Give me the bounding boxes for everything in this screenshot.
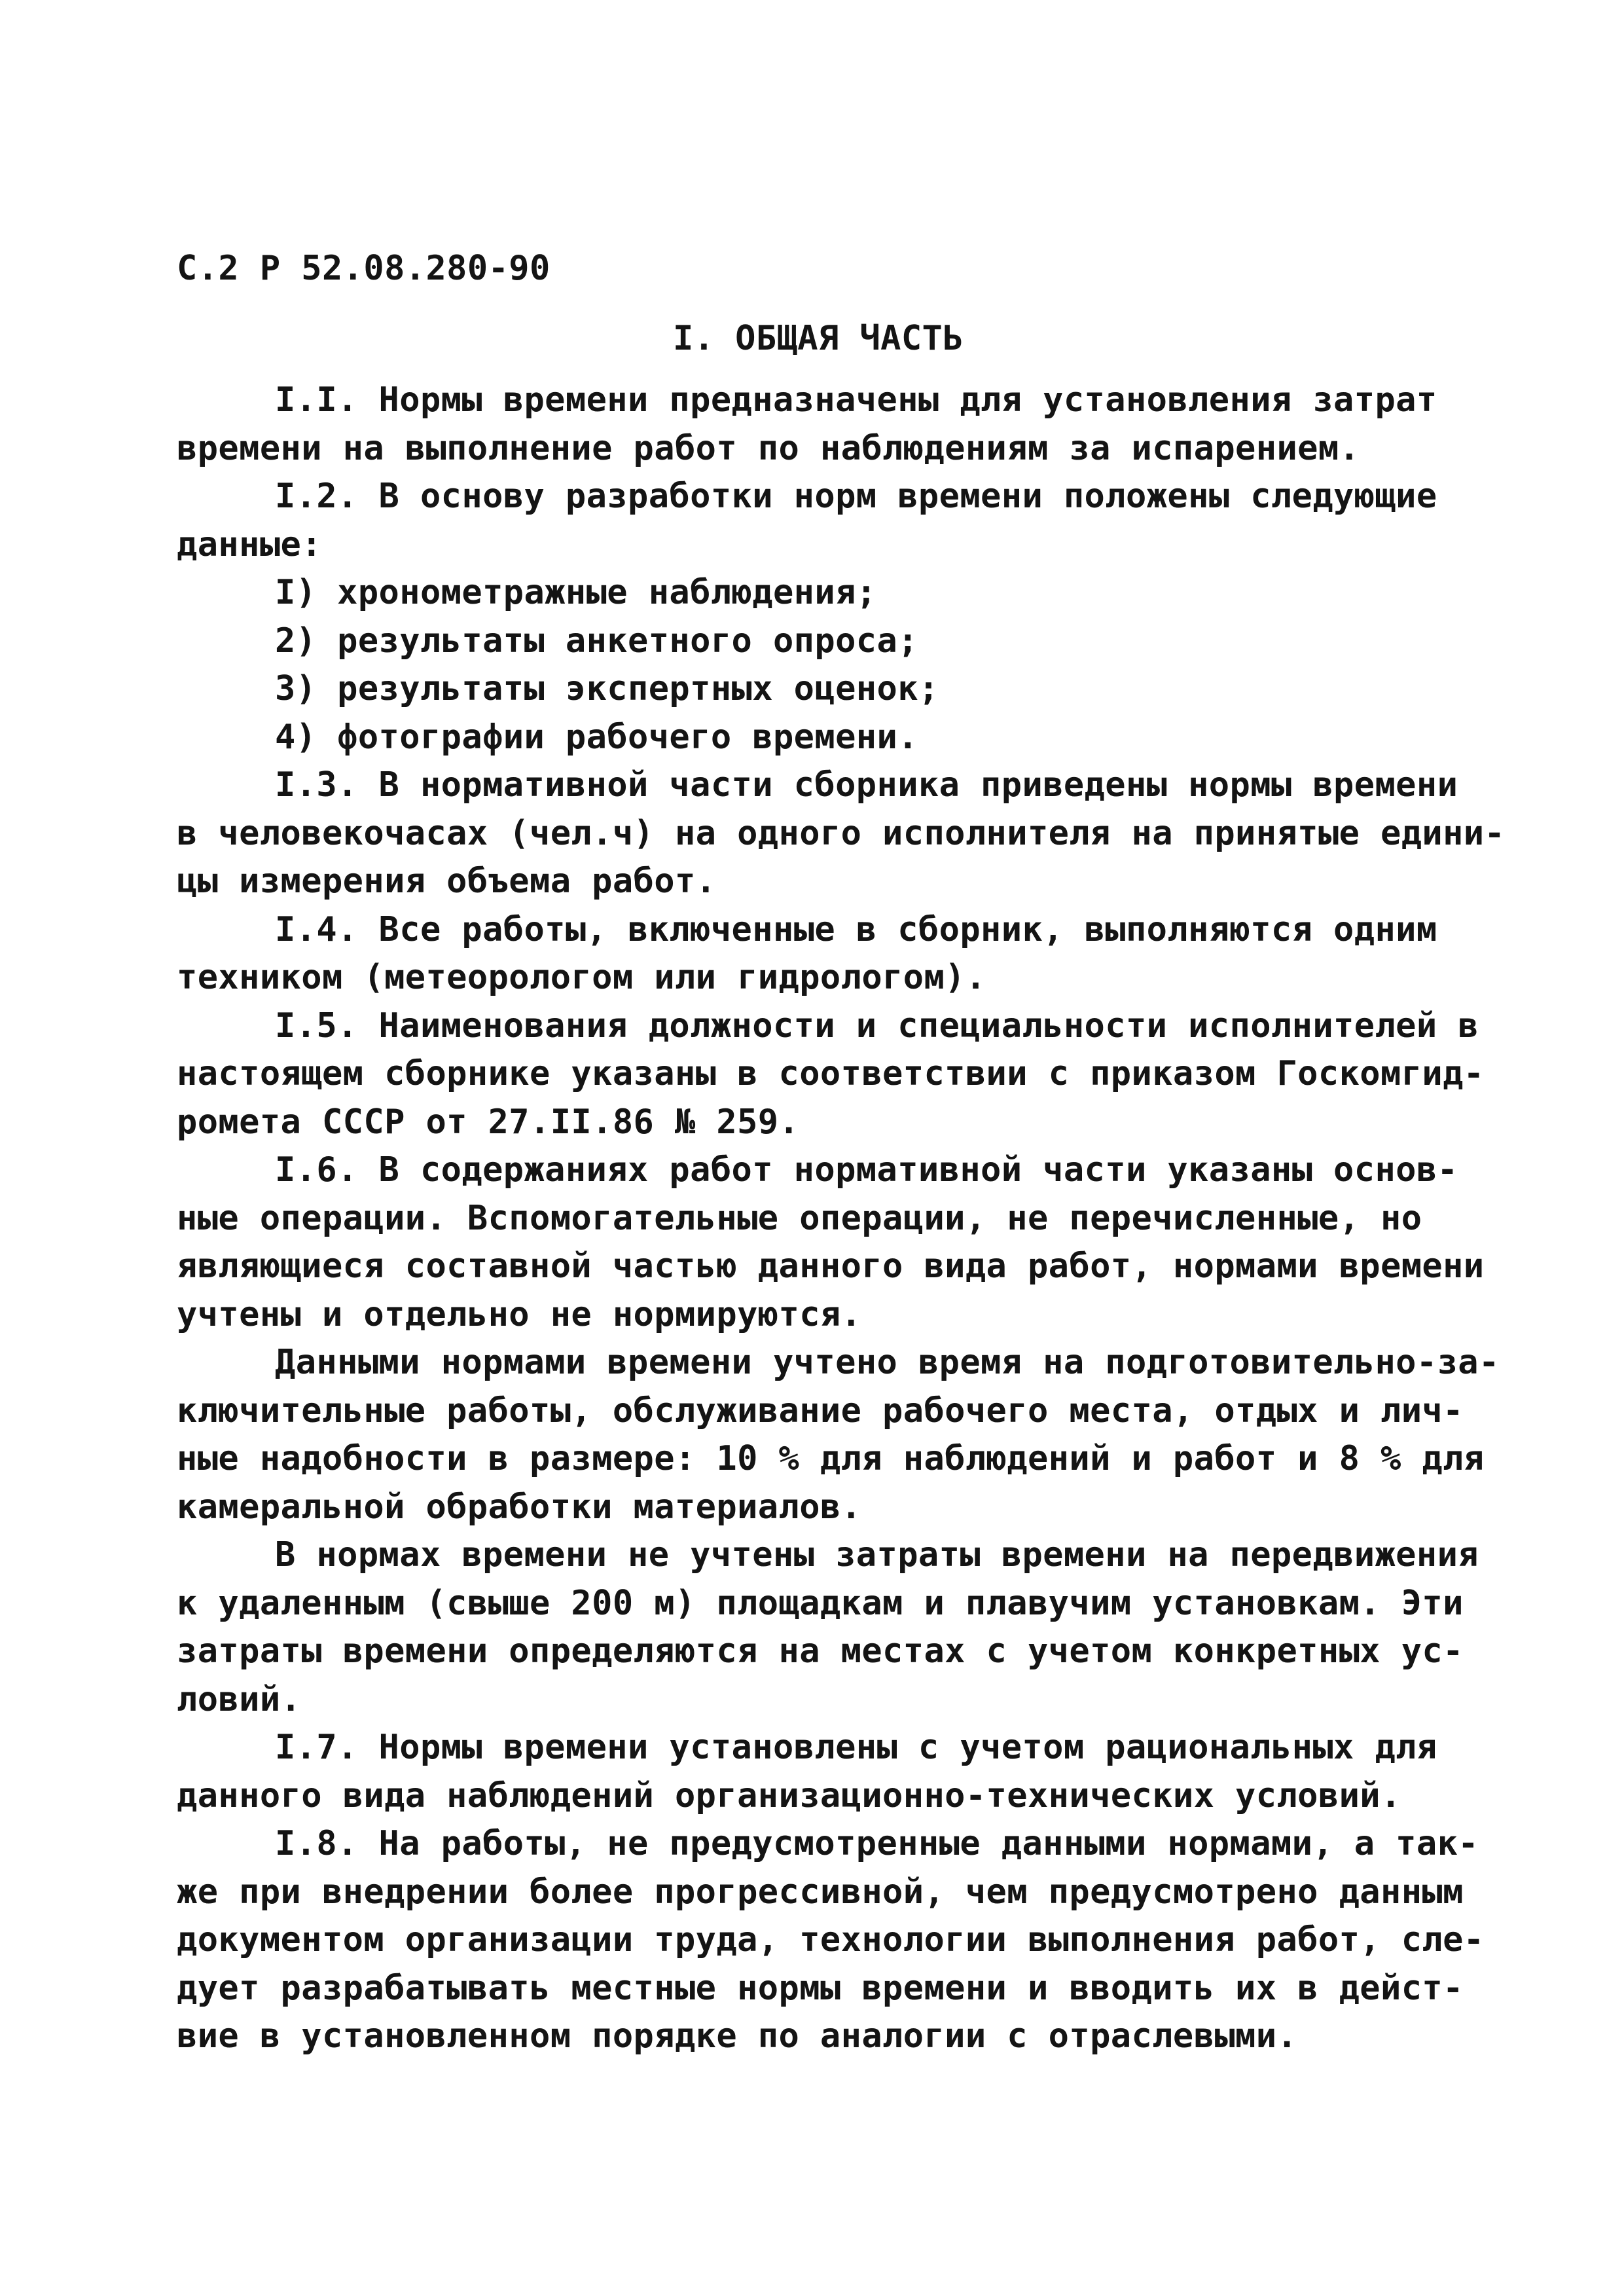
paragraph-1-3 [177, 761, 1506, 906]
text-line: I.3. В нормативной части сборника приведены нормы времени [275, 765, 1458, 805]
paragraph-time-allowance [177, 1339, 1500, 1531]
text-line: I.4. Все работы, включенные в сборник, выполняются одним [275, 909, 1437, 949]
text-line: настоящем сборнике указаны в соответствии с приказом Госкомгид- [177, 1054, 1485, 1093]
text-line: документом организации труда, технологии выполнения работ, сле- [177, 1920, 1485, 1959]
document-page [177, 236, 1506, 2061]
text-line: I.5. Наименования должности и специальности исполнителей в [275, 1006, 1479, 1046]
paragraph-1-2 [177, 473, 1437, 569]
text-line: ловий. [177, 1679, 302, 1719]
paragraph-1-8 [177, 1820, 1485, 2061]
list-item: 3) результаты экспертных оценок; [275, 669, 939, 708]
page-header: С.2 Р 52.08.280-90 [177, 249, 550, 288]
text-line: I.6. В содержаниях работ нормативной части указаны основ- [275, 1150, 1458, 1190]
text-line: же при внедрении более прогрессивной, чем предусмотрено данным [177, 1872, 1464, 1912]
text-line: I.7. Нормы времени установлены с учетом рациональных для [275, 1728, 1437, 1767]
paragraph-travel-time [177, 1531, 1479, 1724]
text-line: затраты времени определяются на местах с учетом конкретных ус- [177, 1631, 1464, 1671]
text-line: I.8. На работы, не предусмотренные данными нормами, а так- [275, 1824, 1479, 1863]
text-line: I.2. В основу разработки норм времени положены следующие [275, 477, 1437, 516]
text-line: времени на выполнение работ по наблюдениям за испарением. [177, 428, 1360, 468]
text-line: ные операции. Вспомогательные операции, не перечисленные, но [177, 1198, 1422, 1238]
paragraph-1-6 [177, 1146, 1485, 1339]
list-item: 4) фотографии рабочего времени. [275, 717, 918, 757]
text-line: данные: [177, 524, 322, 564]
text-line: цы измерения объема работ. [177, 862, 717, 901]
text-line: дует разрабатывать местные нормы времени и вводить их в дейст- [177, 1968, 1464, 2008]
paragraph-1-4 [177, 906, 1437, 1002]
paragraph-1-7 [177, 1724, 1437, 1820]
text-line: ключительные работы, обслуживание рабочего места, отдых и лич- [177, 1391, 1464, 1430]
text-line: ромета СССР от 27.II.86 № 259. [177, 1102, 800, 1142]
text-line: учтены и отдельно не нормируются. [177, 1294, 862, 1334]
text-line: Данными нормами времени учтено время на подготовительно-за- [275, 1343, 1500, 1382]
list-item: 2) результаты анкетного опроса; [275, 621, 918, 661]
text-line: являющиеся составной частью данного вида работ, нормами времени [177, 1247, 1485, 1286]
list-item: I) хронометражные наблюдения; [275, 573, 877, 612]
data-sources-list [177, 569, 1420, 761]
paragraph-1-5 [177, 1002, 1485, 1147]
text-line: камеральной обработки материалов. [177, 1487, 862, 1527]
text-line: данного вида наблюдений организационно-технических условий. [177, 1776, 1401, 1815]
paragraph-1-1 [177, 376, 1437, 473]
text-line: в человекочасах (чел.ч) на одного исполнителя на принятые едини- [177, 813, 1506, 853]
text-line: вие в установленном порядке по аналогии с отраслевыми. [177, 2016, 1298, 2056]
text-line: техником (метеорологом или гидрологом). [177, 958, 986, 997]
text-line: В нормах времени не учтены затраты времени на передвижения [275, 1535, 1479, 1575]
text-line: I.I. Нормы времени предназначены для установления затрат [275, 380, 1437, 420]
text-line: к удаленным (свыше 200 м) площадкам и плавучим установкам. Эти [177, 1583, 1464, 1623]
section-title: I. ОБЩАЯ ЧАСТЬ [673, 319, 964, 358]
text-line: ные надобности в размере: 10 % для наблюдений и работ и 8 % для [177, 1439, 1485, 1478]
